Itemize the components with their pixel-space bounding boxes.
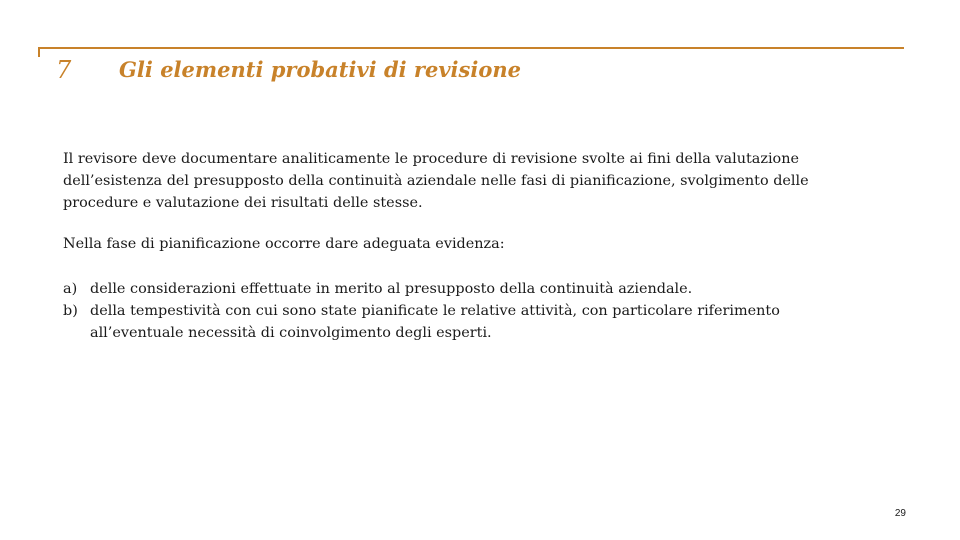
slide-title: Gli elementi probativi di revisione [119,57,521,82]
list-item-marker: b) [63,303,78,319]
list-item-text: della tempestività con cui sono state pianificate le relative attività, con particolare riferimento all’eventuale necessità di coinvolgimento degli esperti. [90,303,780,341]
list-item [63,300,873,344]
page-number: 29 [894,508,906,519]
list-item-marker: a) [63,281,78,297]
intro-paragraph: Il revisore deve documentare analiticamente le procedure di revisione svolte ai fini della valutazione dell’esistenza del presupposto della continuità aziendale nelle fasi di pianificazione, svolgimento delle procedure e valutazione dei risultati delle stesse. [63,151,809,211]
header-divider-line [38,47,904,49]
list-item [63,278,873,300]
section-number: 7 [56,56,72,84]
evidence-list [63,278,873,344]
header-divider-tick [38,47,40,57]
list-item-text: delle considerazioni effettuate in merito al presupposto della continuità aziendale. [90,281,693,297]
planning-paragraph: Nella fase di pianificazione occorre dare adeguata evidenza: [63,236,505,252]
